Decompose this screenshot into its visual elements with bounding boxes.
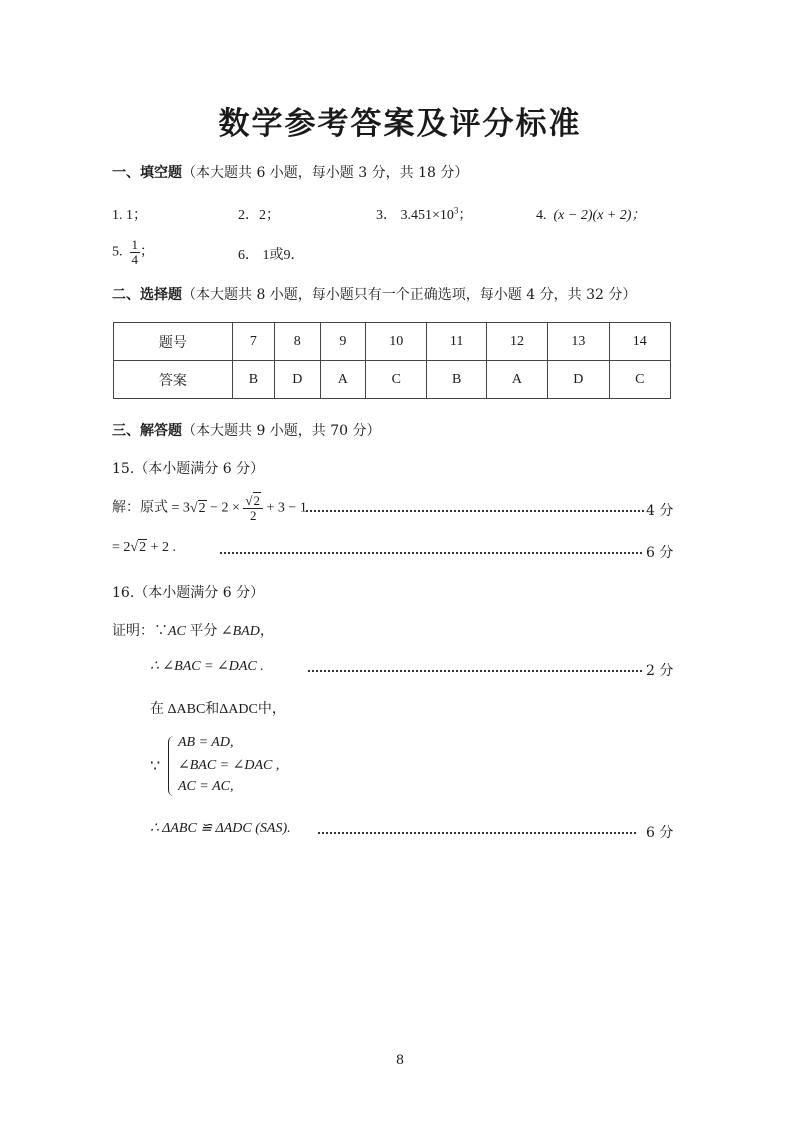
section-fill-in-heading — [112, 162, 468, 182]
q16-in-triangles: 在 ΔABC和ΔADC中， — [150, 702, 286, 717]
q15-step-1: 解：原式 = 3√2 − 2 × $\frac{√2}{2}$ + 3 − 1 — [112, 493, 307, 523]
question-number-cell: 7 — [232, 323, 274, 361]
fill-answer-3: 3． $3.451\times 10^3$； — [376, 205, 473, 223]
fill-answer-2: 2．2； — [238, 208, 280, 223]
q16-conclusion: ∴ ΔABC ≌ ΔADC (SAS). — [150, 821, 291, 836]
answer-cell: D — [548, 361, 609, 399]
system-line-3: AC = AC, — [178, 779, 234, 794]
q15-header: 15.（本小题满分 6 分） — [112, 461, 265, 477]
fraction-one-quarter: $\frac{1}{4}$ — [131, 237, 138, 267]
fill-answer-6: 6． 1或9． — [238, 248, 305, 263]
answer-cell: A — [486, 361, 547, 399]
q15-step-2: = 2√2 + 2 . — [112, 540, 176, 555]
sqrt-symbol: √2 — [189, 500, 206, 516]
answer-cell: B — [427, 361, 486, 399]
because-symbol: ∵ — [150, 758, 161, 775]
score-label: 2 分 — [646, 663, 674, 679]
answer-cell: B — [232, 361, 274, 399]
fraction-root2-over-2: $\frac{√2}{2}$ — [243, 494, 263, 523]
page-title: 数学参考答案及评分标准 — [218, 106, 582, 142]
table-header-cell: 答案 — [114, 361, 233, 399]
section-solution-heading — [112, 420, 381, 440]
question-number-cell: 13 — [548, 323, 609, 361]
question-number-cell: 14 — [609, 323, 670, 361]
table-row — [114, 361, 671, 399]
section-note: （本大题共 6 小题，每小题 3 分，共 18 分） — [182, 165, 469, 181]
table-row — [114, 323, 671, 361]
choice-answer-table — [113, 322, 671, 399]
section-note: （本大题共 8 小题，每小题只有一个正确选项，每小题 4 分，共 32 分） — [182, 287, 637, 303]
answer-cell: C — [609, 361, 670, 399]
score-label: 6 分 — [646, 545, 674, 561]
fill-answer-1: 1. 1； — [112, 208, 147, 223]
section-label: 一、填空题 — [112, 165, 182, 181]
answer-cell: C — [366, 361, 427, 399]
answer-cell: D — [275, 361, 321, 399]
fill-answer-4: 4. (x − 2)(x + 2)； — [536, 208, 646, 223]
score-label: 6 分 — [646, 825, 674, 841]
leader-dots — [306, 510, 644, 512]
fill-answer-5: 5. $\frac{1}{4}$ ； — [112, 237, 154, 267]
question-number-cell: 11 — [427, 323, 486, 361]
score-label: 4 分 — [646, 503, 674, 519]
question-number-cell: 10 — [366, 323, 427, 361]
leader-dots — [308, 670, 642, 672]
question-number-cell: 9 — [320, 323, 366, 361]
system-line-2: ∠BAC = ∠DAC , — [178, 758, 280, 773]
system-line-1: AB = AD, — [178, 735, 234, 750]
q16-step-angle: ∴ ∠BAC = ∠DAC . — [150, 659, 264, 674]
system-brace — [168, 736, 175, 796]
section-note: （本大题共 9 小题，共 70 分） — [182, 423, 381, 439]
table-header-cell: 题号 — [114, 323, 233, 361]
page-number: 8 — [395, 1053, 405, 1068]
leader-dots — [318, 832, 636, 834]
section-label: 二、选择题 — [112, 287, 182, 303]
q16-header: 16.（本小题满分 6 分） — [112, 585, 265, 601]
answer-cell: A — [320, 361, 366, 399]
q16-proof-start: 证明：∵AC 平分 ∠BAD， — [112, 624, 274, 639]
question-number-cell: 8 — [275, 323, 321, 361]
sqrt-symbol: √2 — [130, 540, 147, 555]
section-label: 三、解答题 — [112, 423, 182, 439]
leader-dots — [220, 552, 642, 554]
section-choice-heading — [112, 284, 636, 304]
question-number-cell: 12 — [486, 323, 547, 361]
